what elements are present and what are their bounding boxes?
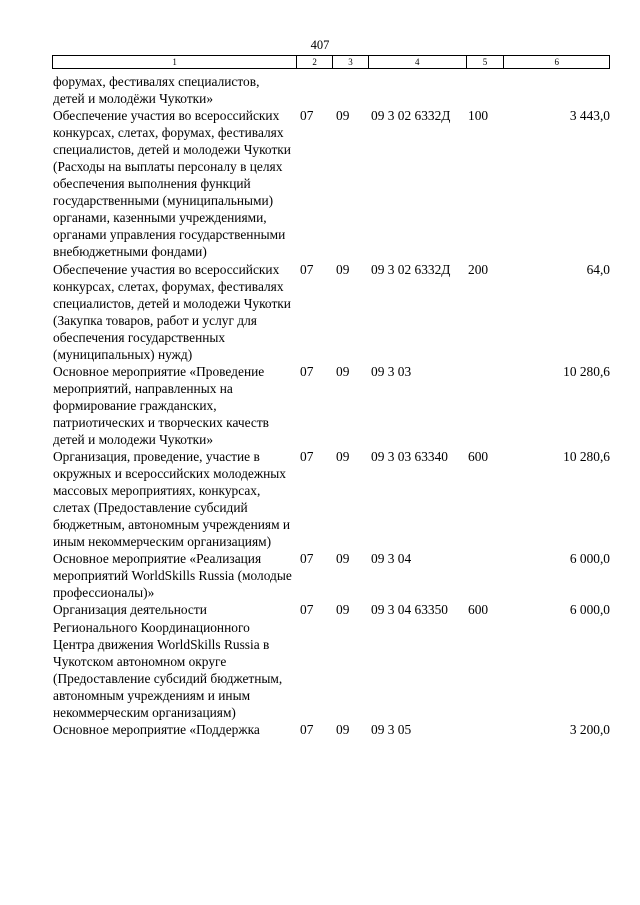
row-amount: 64,0 (586, 261, 610, 277)
row-name: Организация деятельности Регионального Координационного Центра движения WorldSkills Russia в Чукотском автономном округе (Предоставление субсидий бюджетным, автономным учреждениям и иным некоммерческим организациям) (53, 602, 283, 720)
table-row (52, 601, 610, 720)
header-col-5: 5 (466, 56, 504, 68)
row-name: Основное мероприятие «Реализация мероприятий WorldSkills Russia (молодые профессионалы)» (53, 551, 292, 601)
row-amount: 6 000,0 (569, 602, 610, 618)
header-col-1: 1 (172, 57, 177, 67)
row-amount: 10 280,6 (563, 449, 610, 465)
row-subsection: 09 (336, 363, 350, 379)
table-row (52, 73, 610, 107)
row-name: Организация, проведение, участие в окружных и всероссийских молодежных массовых мероприятиях, конкурсах, слетах (Предоставление субсидий бюджетным, автономным учреждениям и иным некоммерческим организациям) (53, 449, 291, 550)
row-amount: 10 280,6 (563, 363, 610, 379)
row-subsection: 09 (336, 602, 350, 618)
table-row (52, 261, 610, 363)
row-expense-type: 100 (468, 108, 489, 124)
row-subsection: 09 (336, 449, 350, 465)
row-section: 07 (300, 551, 314, 567)
table-row (52, 107, 610, 260)
header-col-3: 3 (332, 56, 368, 68)
row-target-code: 09 3 03 63340 (371, 449, 448, 465)
row-target-code: 09 3 02 6332Д (371, 261, 451, 277)
table-row (52, 363, 610, 448)
row-target-code: 09 3 02 6332Д (371, 108, 451, 124)
row-section: 07 (300, 363, 314, 379)
row-target-code: 09 3 04 63350 (371, 602, 448, 618)
row-section: 07 (300, 261, 314, 277)
header-col-6: 6 (503, 56, 609, 68)
row-expense-type: 600 (468, 449, 489, 465)
row-target-code: 09 3 05 (371, 721, 412, 737)
row-name: Обеспечение участия во всероссийских конкурсах, слетах, форумах, фестивалях специалистов, детей и молодежи Чукотки (Закупка товаров, работ и услуг для обеспечения государственных (муниципальных) нужд) (53, 261, 291, 362)
row-subsection: 09 (336, 721, 350, 737)
header-col-4: 4 (368, 56, 466, 68)
page-number: 407 (310, 38, 330, 52)
row-target-code: 09 3 03 (371, 363, 412, 379)
row-subsection: 09 (336, 108, 350, 124)
row-expense-type: 600 (468, 602, 489, 618)
row-section: 07 (300, 721, 314, 737)
row-amount: 3 443,0 (569, 108, 610, 124)
row-subsection: 09 (336, 551, 350, 567)
budget-table-body (52, 73, 610, 738)
table-row (52, 721, 610, 738)
row-name: форумах, фестивалях специалистов, детей и молодёжи Чукотки» (53, 74, 260, 107)
row-subsection: 09 (336, 261, 350, 277)
row-amount: 3 200,0 (569, 721, 610, 737)
row-section: 07 (300, 449, 314, 465)
row-name: Основное мероприятие «Проведение мероприятий, направленных на формирование гражданских, патриотических и творческих качеств детей и молодежи Чукотки» (53, 363, 270, 447)
row-name: Обеспечение участия во всероссийских конкурсах, слетах, форумах, фестивалях специалистов, детей и молодежи Чукотки (Расходы на выплаты персоналу в целях обеспечения выполнения функций государственными (муниципальными) органами, казенными учреждениями, органами управления государственными внебюджетными фондами) (53, 108, 291, 260)
row-name: Основное мероприятие «Поддержка (53, 721, 260, 737)
row-target-code: 09 3 04 (371, 551, 412, 567)
row-amount: 6 000,0 (569, 551, 610, 567)
row-expense-type: 200 (468, 261, 489, 277)
table-header (52, 55, 610, 69)
row-section: 07 (300, 108, 314, 124)
header-col-2: 2 (296, 56, 332, 68)
table-row (52, 550, 610, 601)
table-row (52, 448, 610, 550)
row-section: 07 (300, 602, 314, 618)
